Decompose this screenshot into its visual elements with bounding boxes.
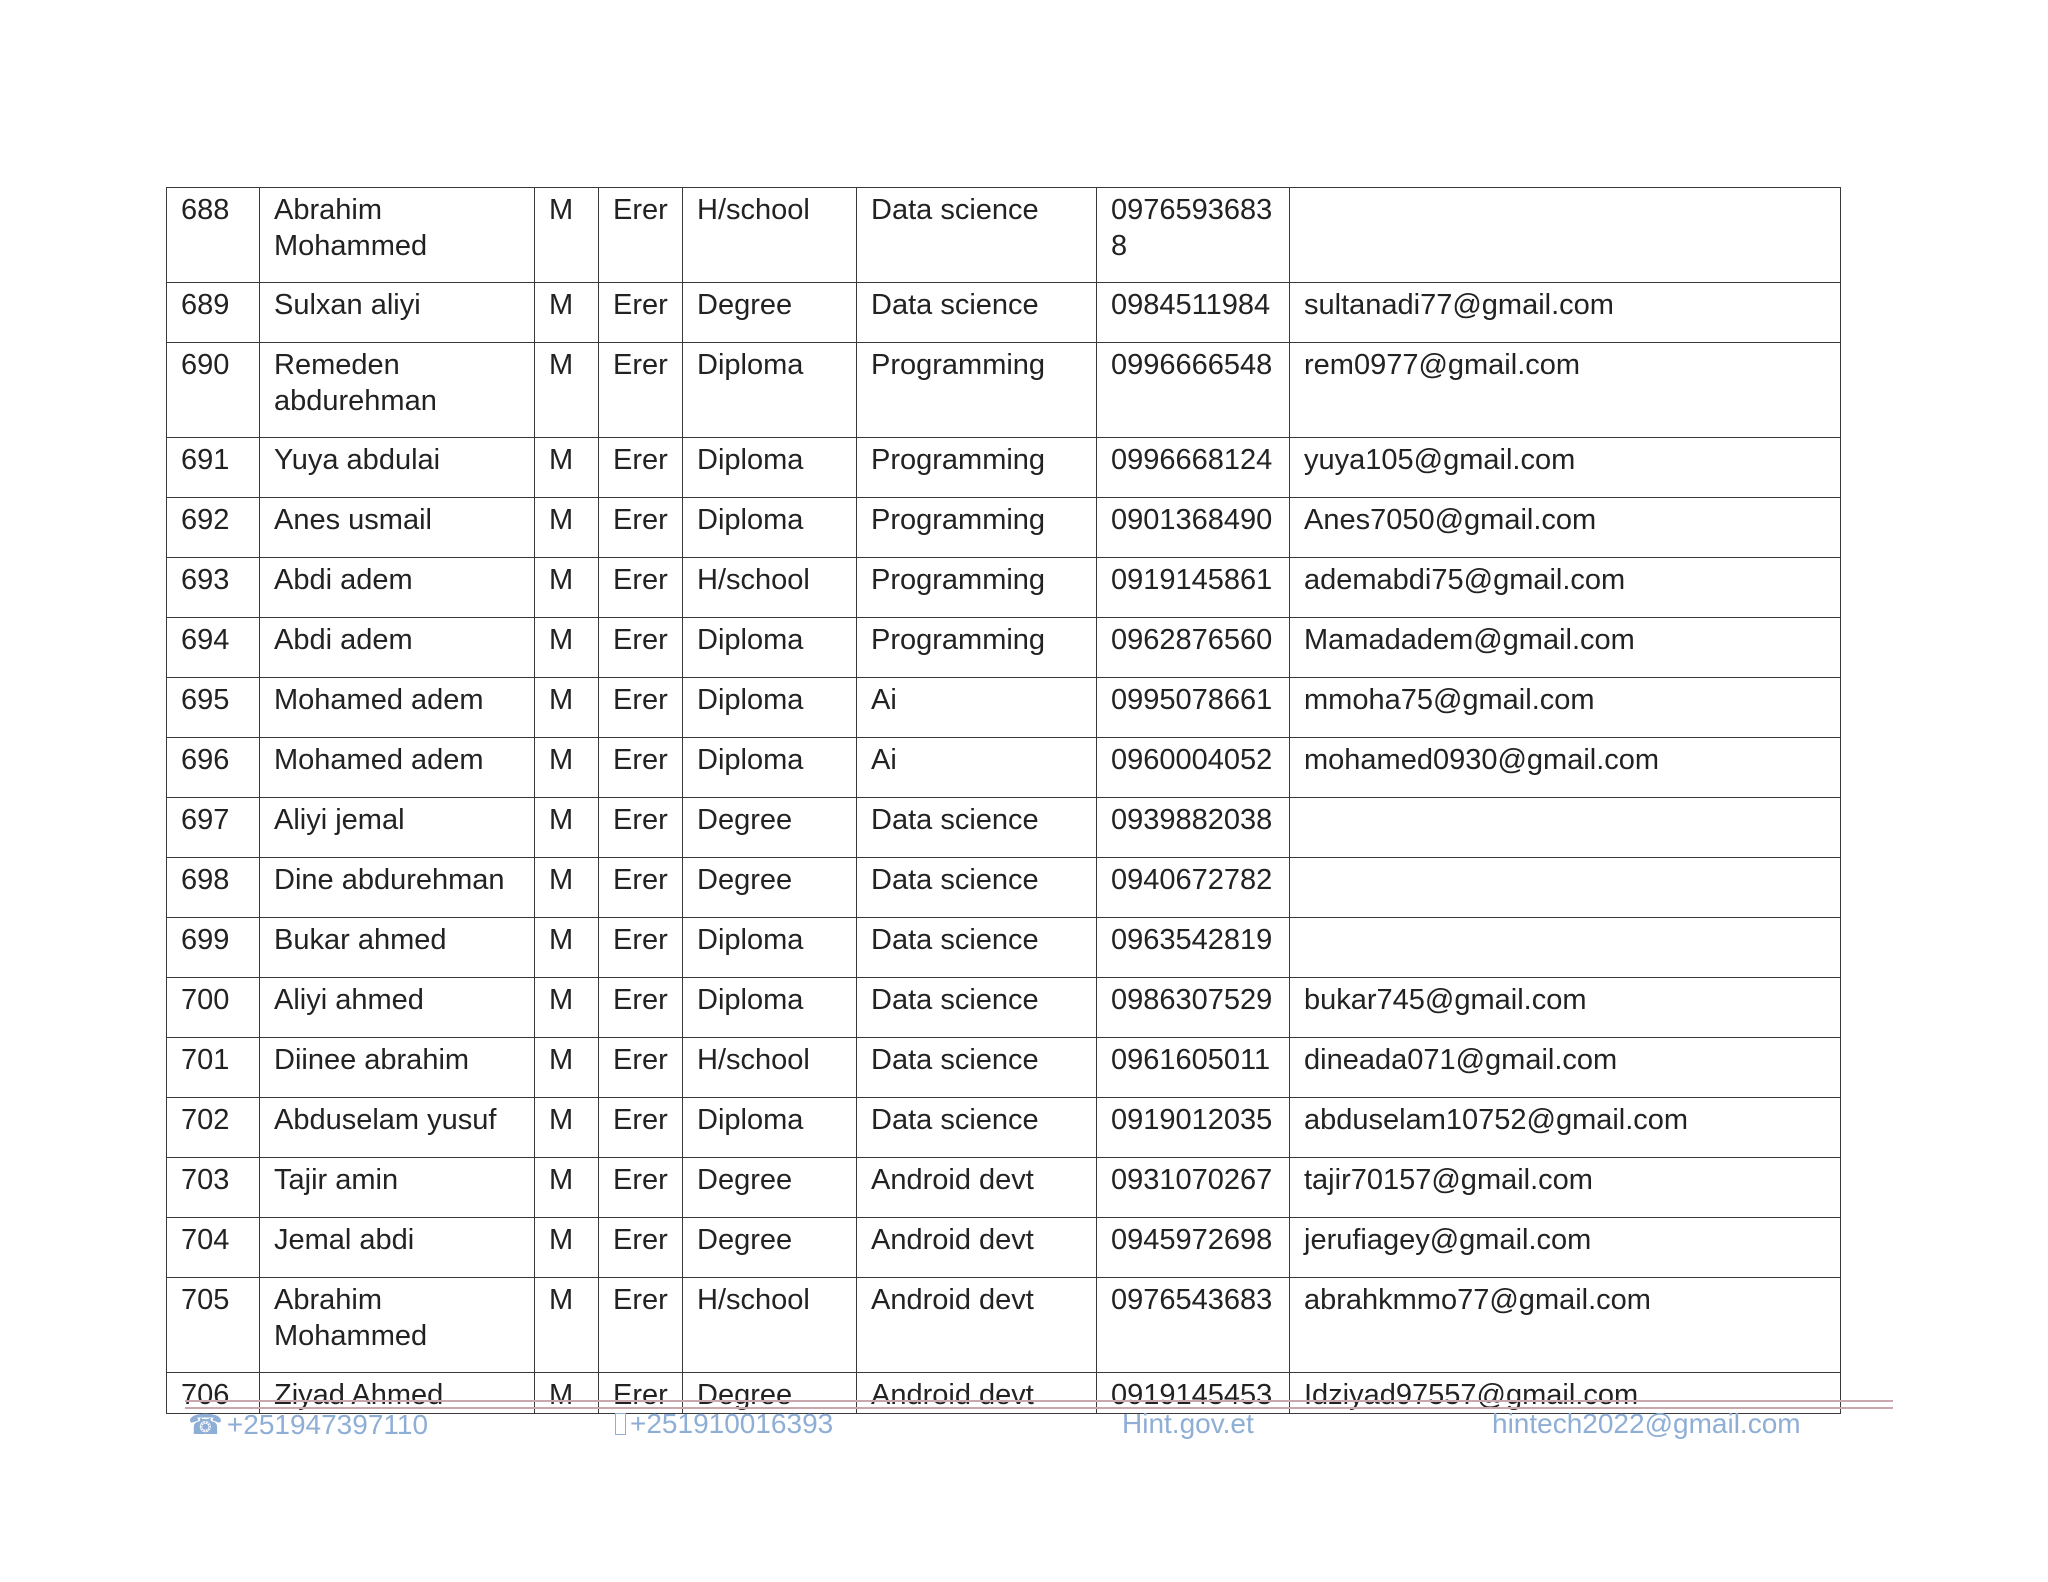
cell-sex: M bbox=[535, 1038, 599, 1098]
cell-level: Degree bbox=[683, 1158, 857, 1218]
cell-email[interactable]: Anes7050@gmail.com bbox=[1290, 498, 1841, 558]
cell-sex: M bbox=[535, 498, 599, 558]
cell-level: Diploma bbox=[683, 343, 857, 438]
cell-phone: 0995078661 bbox=[1097, 678, 1290, 738]
cell-woreda: Erer bbox=[599, 618, 683, 678]
cell-sex: M bbox=[535, 283, 599, 343]
cell-level: Diploma bbox=[683, 738, 857, 798]
cell-email[interactable]: ademabdi75@gmail.com bbox=[1290, 558, 1841, 618]
cell-field: Data science bbox=[857, 858, 1097, 918]
cell-no: 694 bbox=[167, 618, 260, 678]
cell-email bbox=[1290, 798, 1841, 858]
cell-level: Degree bbox=[683, 858, 857, 918]
cell-phone: 0996668124 bbox=[1097, 438, 1290, 498]
cell-woreda: Erer bbox=[599, 1278, 683, 1373]
cell-no: 702 bbox=[167, 1098, 260, 1158]
cell-field: Data science bbox=[857, 1038, 1097, 1098]
table-row bbox=[167, 978, 1841, 1038]
cell-no: 695 bbox=[167, 678, 260, 738]
cell-email[interactable]: dineada071@gmail.com bbox=[1290, 1038, 1841, 1098]
table-row bbox=[167, 1098, 1841, 1158]
cell-name: Abrahim Mohammed bbox=[260, 1278, 535, 1373]
cell-phone: 0919012035 bbox=[1097, 1098, 1290, 1158]
cell-no: 704 bbox=[167, 1218, 260, 1278]
cell-name: Diinee abrahim bbox=[260, 1038, 535, 1098]
cell-email[interactable]: Idziyad97557@gmail.com bbox=[1290, 1373, 1841, 1414]
cell-field: Programming bbox=[857, 498, 1097, 558]
cell-sex: M bbox=[535, 1373, 599, 1414]
cell-name: Abrahim Mohammed bbox=[260, 188, 535, 283]
footer-website[interactable]: Hint.gov.et bbox=[1122, 1408, 1254, 1439]
cell-sex: M bbox=[535, 558, 599, 618]
cell-email[interactable]: mmoha75@gmail.com bbox=[1290, 678, 1841, 738]
cell-no: 689 bbox=[167, 283, 260, 343]
cell-woreda: Erer bbox=[599, 978, 683, 1038]
cell-field: Data science bbox=[857, 283, 1097, 343]
cell-field: Data science bbox=[857, 188, 1097, 283]
cell-level: Diploma bbox=[683, 918, 857, 978]
table-row bbox=[167, 558, 1841, 618]
cell-sex: M bbox=[535, 1218, 599, 1278]
footer-phone-primary bbox=[188, 1408, 428, 1441]
cell-email[interactable]: Mamadadem@gmail.com bbox=[1290, 618, 1841, 678]
cell-woreda: Erer bbox=[599, 438, 683, 498]
cell-level: H/school bbox=[683, 1278, 857, 1373]
cell-level: H/school bbox=[683, 1038, 857, 1098]
cell-field: Data science bbox=[857, 918, 1097, 978]
cell-email[interactable]: jerufiagey@gmail.com bbox=[1290, 1218, 1841, 1278]
cell-field: Android devt bbox=[857, 1218, 1097, 1278]
cell-field: Data science bbox=[857, 1098, 1097, 1158]
cell-name: Tajir amin bbox=[260, 1158, 535, 1218]
footer-email[interactable]: hintech2022@gmail.com bbox=[1492, 1408, 1801, 1439]
cell-level: H/school bbox=[683, 188, 857, 283]
cell-name: Yuya abdulai bbox=[260, 438, 535, 498]
cell-woreda: Erer bbox=[599, 738, 683, 798]
cell-name: Aliyi ahmed bbox=[260, 978, 535, 1038]
cell-field: Android devt bbox=[857, 1278, 1097, 1373]
cell-email[interactable]: sultanadi77@gmail.com bbox=[1290, 283, 1841, 343]
cell-phone: 0940672782 bbox=[1097, 858, 1290, 918]
cell-name: Sulxan aliyi bbox=[260, 283, 535, 343]
cell-name: Jemal abdi bbox=[260, 1218, 535, 1278]
cell-level: Diploma bbox=[683, 618, 857, 678]
cell-field: Ai bbox=[857, 738, 1097, 798]
table-row bbox=[167, 858, 1841, 918]
table-row bbox=[167, 1038, 1841, 1098]
cell-no: 705 bbox=[167, 1278, 260, 1373]
table-row bbox=[167, 188, 1841, 283]
cell-level: Degree bbox=[683, 798, 857, 858]
cell-woreda: Erer bbox=[599, 798, 683, 858]
cell-sex: M bbox=[535, 1278, 599, 1373]
cell-level: Diploma bbox=[683, 498, 857, 558]
cell-sex: M bbox=[535, 678, 599, 738]
footer-phone2-text: +251910016393 bbox=[630, 1408, 834, 1439]
cell-name: Anes usmail bbox=[260, 498, 535, 558]
cell-field: Data science bbox=[857, 798, 1097, 858]
mobile-phone-icon bbox=[615, 1413, 626, 1435]
cell-sex: M bbox=[535, 798, 599, 858]
cell-woreda: Erer bbox=[599, 1373, 683, 1414]
cell-no: 700 bbox=[167, 978, 260, 1038]
cell-no: 690 bbox=[167, 343, 260, 438]
cell-name: Abduselam yusuf bbox=[260, 1098, 535, 1158]
cell-sex: M bbox=[535, 618, 599, 678]
cell-woreda: Erer bbox=[599, 188, 683, 283]
cell-name: Aliyi jemal bbox=[260, 798, 535, 858]
cell-no: 699 bbox=[167, 918, 260, 978]
cell-field: Android devt bbox=[857, 1158, 1097, 1218]
cell-phone: 0986307529 bbox=[1097, 978, 1290, 1038]
cell-phone: 0919145861 bbox=[1097, 558, 1290, 618]
telephone-icon: ☎ bbox=[188, 1409, 223, 1440]
cell-woreda: Erer bbox=[599, 918, 683, 978]
cell-level: Diploma bbox=[683, 978, 857, 1038]
table-row bbox=[167, 1218, 1841, 1278]
cell-phone: 0962876560 bbox=[1097, 618, 1290, 678]
cell-sex: M bbox=[535, 978, 599, 1038]
cell-no: 692 bbox=[167, 498, 260, 558]
cell-phone: 0963542819 bbox=[1097, 918, 1290, 978]
cell-name: Abdi adem bbox=[260, 618, 535, 678]
table-row bbox=[167, 1158, 1841, 1218]
cell-sex: M bbox=[535, 343, 599, 438]
cell-sex: M bbox=[535, 188, 599, 283]
cell-no: 691 bbox=[167, 438, 260, 498]
cell-sex: M bbox=[535, 858, 599, 918]
cell-sex: M bbox=[535, 1158, 599, 1218]
cell-email bbox=[1290, 858, 1841, 918]
cell-phone: 0976543683 bbox=[1097, 1278, 1290, 1373]
cell-phone: 0945972698 bbox=[1097, 1218, 1290, 1278]
table-body bbox=[167, 188, 1841, 1414]
cell-phone: 0984511984 bbox=[1097, 283, 1290, 343]
table-row bbox=[167, 738, 1841, 798]
cell-email bbox=[1290, 918, 1841, 978]
footer-phone1-text: +251947397110 bbox=[226, 1409, 429, 1440]
cell-woreda: Erer bbox=[599, 1218, 683, 1278]
cell-woreda: Erer bbox=[599, 1098, 683, 1158]
table-row bbox=[167, 1278, 1841, 1373]
footer-phone-secondary bbox=[615, 1408, 833, 1440]
table-row bbox=[167, 678, 1841, 738]
cell-field: Programming bbox=[857, 618, 1097, 678]
table-row bbox=[167, 618, 1841, 678]
cell-email bbox=[1290, 188, 1841, 283]
cell-phone: 0919145453 bbox=[1097, 1373, 1290, 1414]
cell-no: 688 bbox=[167, 188, 260, 283]
table-row bbox=[167, 798, 1841, 858]
cell-email[interactable]: mohamed0930@gmail.com bbox=[1290, 738, 1841, 798]
cell-sex: M bbox=[535, 738, 599, 798]
cell-woreda: Erer bbox=[599, 283, 683, 343]
cell-email[interactable]: abduselam10752@gmail.com bbox=[1290, 1098, 1841, 1158]
cell-no: 698 bbox=[167, 858, 260, 918]
records-table bbox=[166, 187, 1841, 1414]
cell-no: 703 bbox=[167, 1158, 260, 1218]
cell-email[interactable]: yuya105@gmail.com bbox=[1290, 438, 1841, 498]
cell-name: Dine abdurehman bbox=[260, 858, 535, 918]
cell-woreda: Erer bbox=[599, 1158, 683, 1218]
cell-no: 693 bbox=[167, 558, 260, 618]
cell-level: Diploma bbox=[683, 678, 857, 738]
cell-email[interactable]: bukar745@gmail.com bbox=[1290, 978, 1841, 1038]
cell-no: 701 bbox=[167, 1038, 260, 1098]
cell-field: Programming bbox=[857, 343, 1097, 438]
cell-level: Diploma bbox=[683, 438, 857, 498]
cell-field: Data science bbox=[857, 978, 1097, 1038]
cell-field: Programming bbox=[857, 558, 1097, 618]
cell-phone: 0961605011 bbox=[1097, 1038, 1290, 1098]
cell-sex: M bbox=[535, 918, 599, 978]
cell-level: H/school bbox=[683, 558, 857, 618]
cell-woreda: Erer bbox=[599, 558, 683, 618]
cell-level: Degree bbox=[683, 1373, 857, 1414]
cell-name: Remeden abdurehman bbox=[260, 343, 535, 438]
cell-email[interactable]: abrahkmmo77@gmail.com bbox=[1290, 1278, 1841, 1373]
cell-field: Programming bbox=[857, 438, 1097, 498]
cell-woreda: Erer bbox=[599, 858, 683, 918]
table-row bbox=[167, 498, 1841, 558]
cell-email[interactable]: rem0977@gmail.com bbox=[1290, 343, 1841, 438]
table-row bbox=[167, 918, 1841, 978]
table-row bbox=[167, 283, 1841, 343]
cell-no: 696 bbox=[167, 738, 260, 798]
cell-level: Diploma bbox=[683, 1098, 857, 1158]
cell-sex: M bbox=[535, 438, 599, 498]
cell-email[interactable]: tajir70157@gmail.com bbox=[1290, 1158, 1841, 1218]
table-row bbox=[167, 438, 1841, 498]
cell-phone: 0901368490 bbox=[1097, 498, 1290, 558]
cell-woreda: Erer bbox=[599, 678, 683, 738]
cell-name: Bukar ahmed bbox=[260, 918, 535, 978]
cell-name: Abdi adem bbox=[260, 558, 535, 618]
cell-phone: 0996666548 bbox=[1097, 343, 1290, 438]
cell-level: Degree bbox=[683, 1218, 857, 1278]
cell-phone: 09765936838 bbox=[1097, 188, 1290, 283]
cell-name: Mohamed adem bbox=[260, 678, 535, 738]
cell-woreda: Erer bbox=[599, 498, 683, 558]
cell-no: 697 bbox=[167, 798, 260, 858]
cell-field: Android devt bbox=[857, 1373, 1097, 1414]
cell-level: Degree bbox=[683, 283, 857, 343]
table-row bbox=[167, 343, 1841, 438]
cell-phone: 0931070267 bbox=[1097, 1158, 1290, 1218]
cell-phone: 0960004052 bbox=[1097, 738, 1290, 798]
cell-phone: 0939882038 bbox=[1097, 798, 1290, 858]
cell-name: Ziyad Ahmed bbox=[260, 1373, 535, 1414]
cell-woreda: Erer bbox=[599, 1038, 683, 1098]
cell-sex: M bbox=[535, 1098, 599, 1158]
cell-field: Ai bbox=[857, 678, 1097, 738]
cell-name: Mohamed adem bbox=[260, 738, 535, 798]
cell-woreda: Erer bbox=[599, 343, 683, 438]
cell-no: 706 bbox=[167, 1373, 260, 1414]
